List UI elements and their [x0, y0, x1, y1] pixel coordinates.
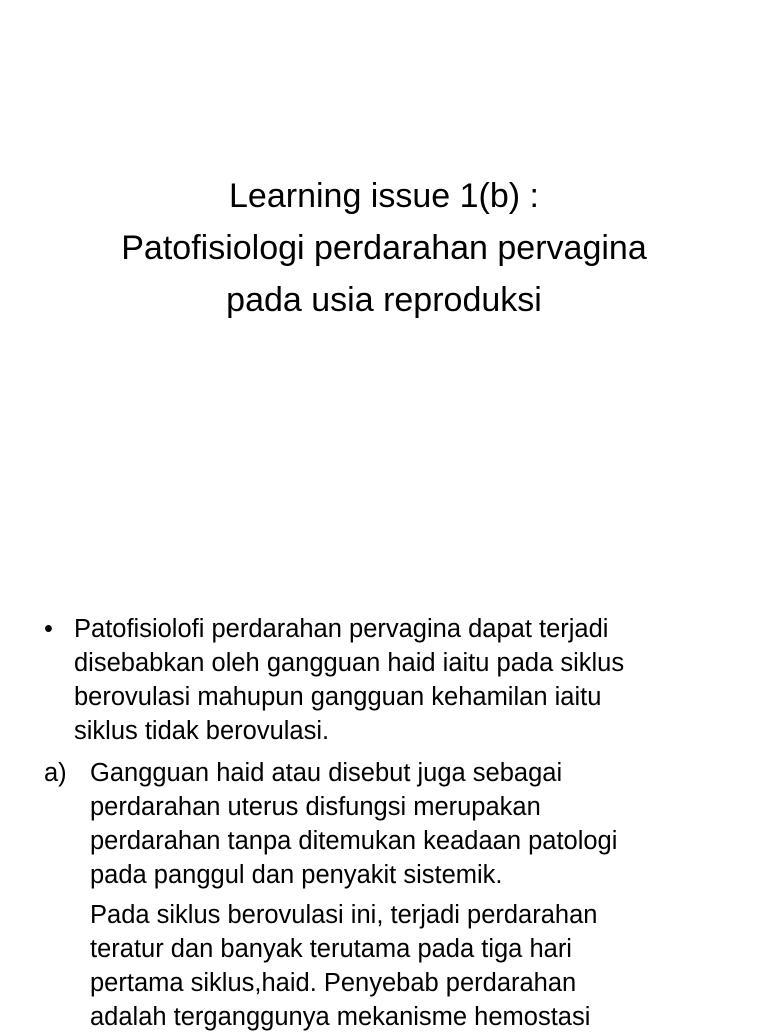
bullet-line-2: disebabkan oleh gangguan haid iaitu pada siklus	[74, 649, 625, 677]
para2-line-3: pertama siklus,haid. Penyebab perdarahan	[90, 969, 577, 997]
para2-line-2: teratur dan banyak terutama pada tiga hari	[90, 935, 572, 963]
paragraph-2	[90, 898, 744, 1034]
slide-title	[0, 170, 768, 326]
bullet-item	[44, 612, 744, 748]
para2-line-4: adalah terganggunya mekanisme hemostasi	[90, 1003, 591, 1031]
paragraph-1	[90, 756, 744, 892]
title-line-2: Patofisiologi perdarahan pervagina	[121, 229, 647, 267]
list-item-a	[44, 756, 744, 1034]
title-line-3: pada usia reproduksi	[226, 281, 542, 319]
para1-line-4: pada panggul dan penyakit sistemik.	[90, 861, 503, 889]
para1-line-2: perdarahan uterus disfungsi merupakan	[90, 793, 541, 821]
para1-line-3: perdarahan tanpa ditemukan keadaan patologi	[90, 827, 618, 855]
bullet-line-1: Patofisiolofi perdarahan pervagina dapat terjadi	[74, 615, 609, 643]
bullet-line-3: berovulasi mahupun gangguan kehamilan iaitu	[74, 683, 602, 711]
para2-line-1: Pada siklus berovulasi ini, terjadi perdarahan	[90, 901, 598, 929]
list-item-a-body	[90, 756, 744, 1034]
list-marker-a: a)	[44, 759, 67, 787]
title-line-1: Learning issue 1(b) :	[229, 177, 539, 215]
slide-body	[44, 612, 744, 1034]
bullet-text	[74, 612, 744, 748]
bullet-marker: •	[44, 615, 53, 643]
para1-line-1: Gangguan haid atau disebut juga sebagai	[90, 759, 563, 787]
bullet-line-4: siklus tidak berovulasi.	[74, 717, 330, 745]
